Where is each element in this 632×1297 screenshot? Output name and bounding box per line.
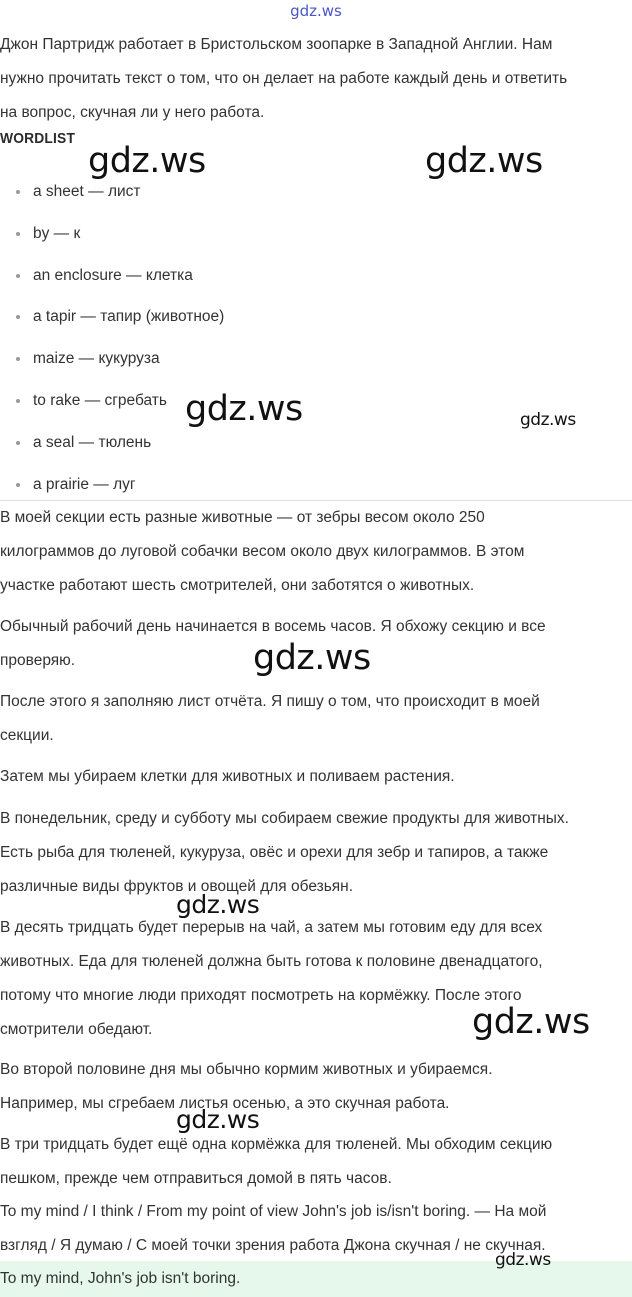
body-paragraph: В три тридцать будет ещё одна кормёжка для тюленей. Мы обходим секцию пешком, прежде чем отправиться домой в пять часов. [0, 1136, 553, 1187]
text-line: на вопрос, скучная ли у него работа. [0, 104, 265, 121]
watermark: gdz.ws [520, 410, 576, 430]
wordlist-item: a prairie — луг [0, 464, 632, 506]
wordlist-item: a seal — тюлень [0, 422, 632, 464]
wordlist-item: by — к [0, 213, 632, 255]
wordlist-heading: WORDLIST [0, 130, 76, 147]
bullet-icon [16, 232, 20, 236]
bullet-icon [16, 357, 20, 361]
body-paragraph: После этого я заполняю лист отчёта. Я пишу о том, что происходит в моей секции. [0, 693, 540, 744]
wordlist-item: to rake — сгребать [0, 380, 632, 422]
watermark: gdz.ws [185, 389, 303, 429]
wordlist [0, 171, 632, 505]
watermark: gdz.ws [425, 141, 543, 181]
wordlist-item: maize — кукуруза [0, 338, 632, 380]
text-line: Джон Партридж работает в Бристольском зоопарке в Западной Англии. Нам [0, 36, 553, 53]
bullet-icon [16, 190, 20, 194]
body-paragraph: В понедельник, среду и субботу мы собираем свежие продукты для животных. Есть рыба для тюленей, кукуруза, овёс и орехи для зебр и тапиров, а также различные виды фруктов и овощей для обезьян. [0, 810, 569, 895]
bullet-icon [16, 274, 20, 278]
body-paragraph: В моей секции есть разные животные — от зебры весом около 250 килограммов до луговой собачки весом около двух килограммов. В этом участке работают шесть смотрителей, они заботятся о животных. [0, 509, 525, 594]
watermark: gdz.ws [253, 638, 371, 678]
watermark: gdz.ws [176, 1105, 260, 1134]
watermark: gdz.ws [88, 141, 206, 181]
body-paragraph: Во второй половине дня мы обычно кормим животных и убираемся. Например, мы сгребаем листья осенью, а это скучная работа. [0, 1061, 493, 1112]
body-paragraph: Затем мы убираем клетки для животных и поливаем растения. [0, 768, 455, 785]
wordlist-item: a tapir — тапир (животное) [0, 296, 632, 338]
watermark: gdz.ws [472, 1002, 590, 1042]
bullet-icon [16, 399, 20, 403]
body-paragraph: В десять тридцать будет перерыв на чай, а затем мы готовим еду для всех животных. Еда для тюленей должна быть готова к половине двенадцатого, потому что многие люди приходят посмотреть на кормёжку. После этого смотрители обедают. [0, 919, 543, 1038]
answer-highlight: To my mind, John's job isn't boring. [0, 1261, 632, 1297]
wordlist-item: a sheet — лист [0, 171, 632, 213]
wordlist-item: an enclosure — клетка [0, 255, 632, 297]
bullet-icon [16, 483, 20, 487]
text-line: нужно прочитать текст о том, что он делает на работе каждый день и ответить [0, 70, 568, 87]
body-paragraph: Обычный рабочий день начинается в восемь часов. Я обхожу секцию и все проверяю. [0, 618, 546, 669]
site-header-link[interactable]: gdz.ws [290, 2, 342, 20]
bullet-icon [16, 441, 20, 445]
watermark: gdz.ws [495, 1250, 551, 1270]
bullet-icon [16, 315, 20, 319]
body-paragraph: To my mind / I think / From my point of view John's job is/isn't boring. — На мой взгляд / Я думаю / С моей точки зрения работа Джона скучная / не скучная. [0, 1203, 547, 1254]
watermark: gdz.ws [176, 890, 260, 919]
intro-paragraph [0, 28, 632, 130]
